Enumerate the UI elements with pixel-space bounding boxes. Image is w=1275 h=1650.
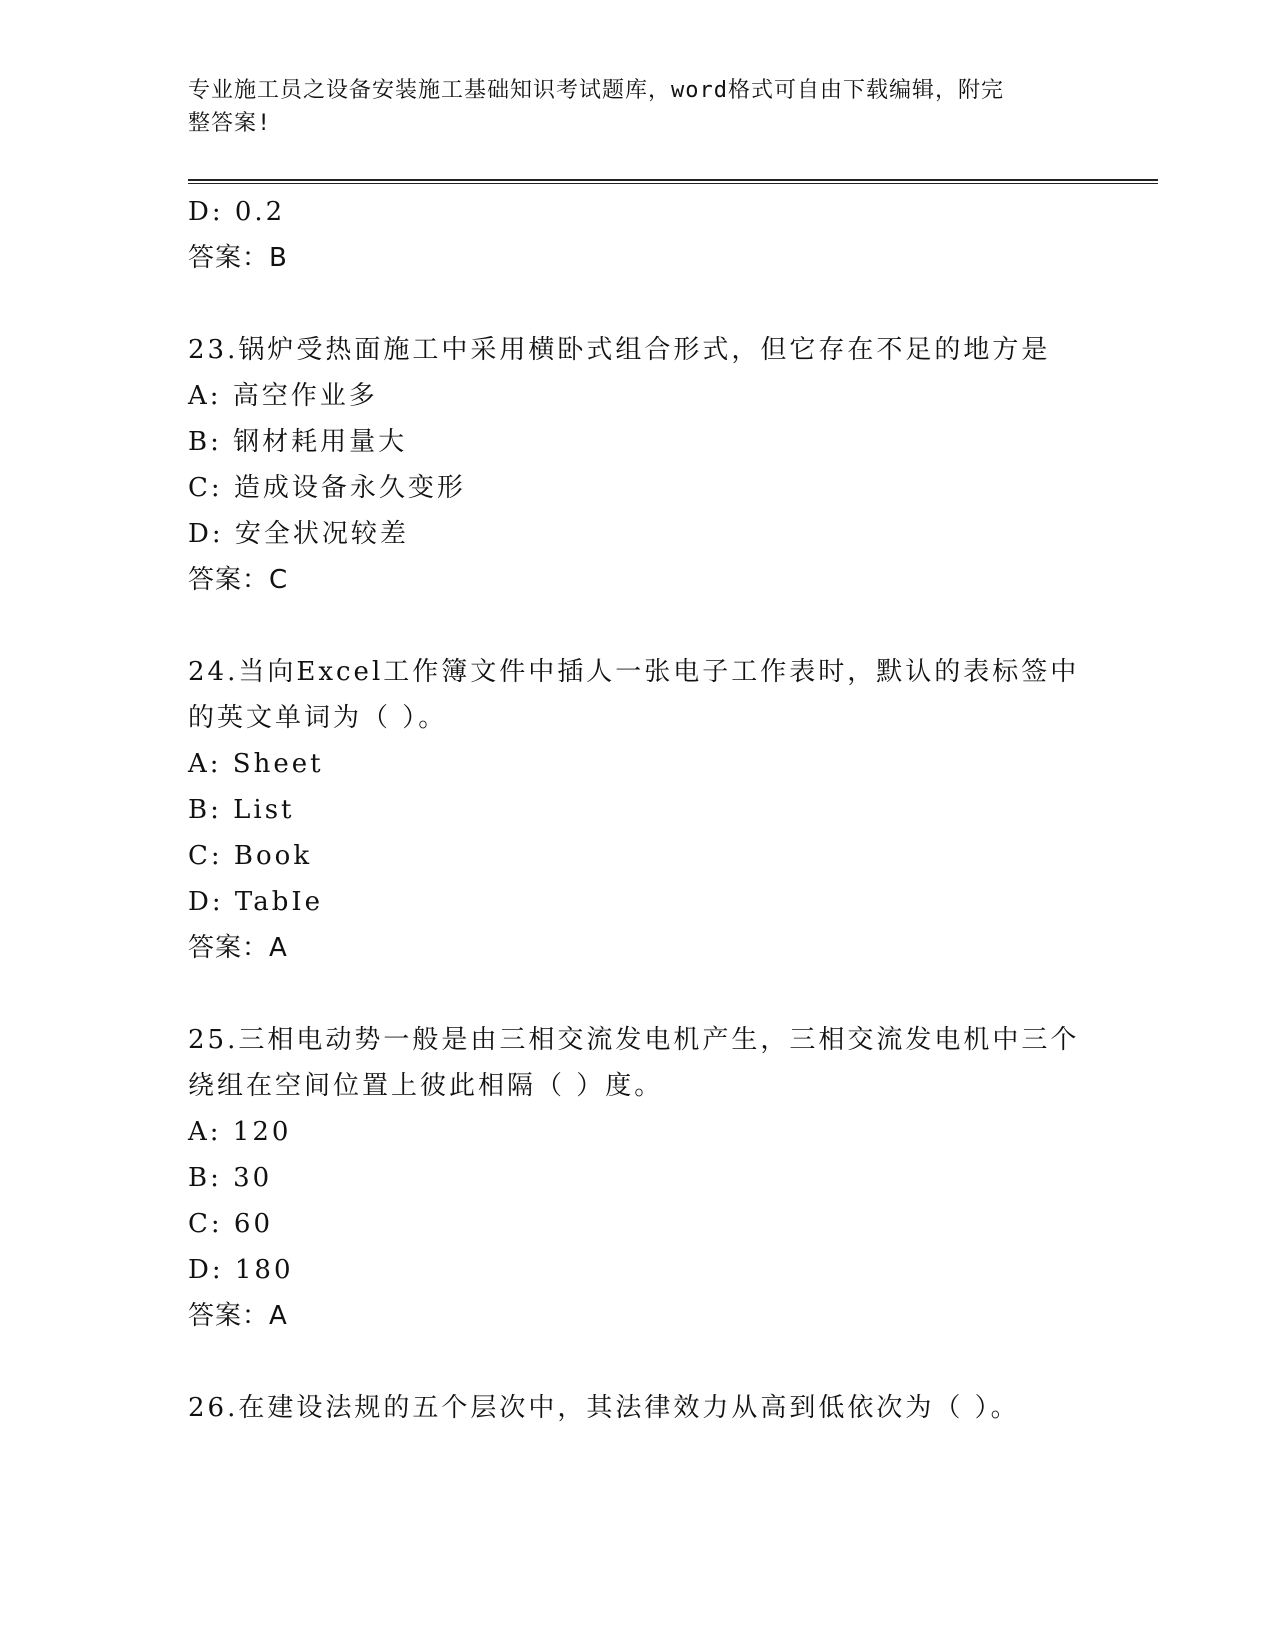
answer-line: 答案：B: [188, 243, 288, 273]
question-stem: 23.锅炉受热面施工中采用横卧式组合形式，但它存在不足的地方是: [188, 335, 1051, 365]
spacer: [188, 603, 1088, 649]
question-stem: 24.当向Excel工作簿文件中插人一张电子工作表时，默认的表标签中: [188, 657, 1080, 687]
option-b: B: 30: [188, 1163, 273, 1193]
header-line-2: 整答案!: [188, 111, 272, 136]
question-stem-continued: 的英文单词为（ ）。: [188, 703, 448, 733]
option-d: D: 0.2: [188, 197, 286, 227]
spacer: [188, 1339, 1088, 1385]
option-b: B: List: [188, 795, 295, 825]
question-stem-continued: 绕组在空间位置上彼此相隔（ ）度。: [188, 1071, 664, 1101]
answer-line: 答案：C: [188, 565, 289, 595]
question-stem: 25.三相电动势一般是由三相交流发电机产生，三相交流发电机中三个: [188, 1025, 1080, 1055]
question-stem: 26.在建设法规的五个层次中，其法律效力从高到低依次为（ ）。: [188, 1393, 1020, 1423]
header-rule-thin: [188, 183, 1158, 184]
question-25: [188, 1017, 1088, 1339]
spacer: [188, 281, 1088, 327]
option-c: C: 60: [188, 1209, 274, 1239]
page-header: [188, 74, 1068, 140]
header-line-1: 专业施工员之设备安装施工基础知识考试题库，word格式可自由下载编辑，附完: [188, 78, 1004, 103]
option-d: D: 180: [188, 1255, 294, 1285]
answer-line: 答案：A: [188, 1301, 288, 1331]
option-d: D: 安全状况较差: [188, 519, 409, 549]
option-c: C: Book: [188, 841, 313, 871]
question-list: [188, 189, 1088, 1431]
option-a: A: 120: [188, 1117, 292, 1147]
header-rule-thick: [188, 179, 1158, 181]
question-24: [188, 649, 1088, 971]
option-a: A: Sheet: [188, 749, 324, 779]
previous-question-tail: [188, 189, 1088, 281]
answer-line: 答案：A: [188, 933, 288, 963]
question-26: [188, 1385, 1088, 1431]
option-b: B: 钢材耗用量大: [188, 427, 408, 457]
option-c: C: 造成设备永久变形: [188, 473, 466, 503]
option-a: A: 高空作业多: [188, 381, 378, 411]
option-d: D: TabIe: [188, 887, 323, 917]
spacer: [188, 971, 1088, 1017]
question-23: [188, 327, 1088, 603]
